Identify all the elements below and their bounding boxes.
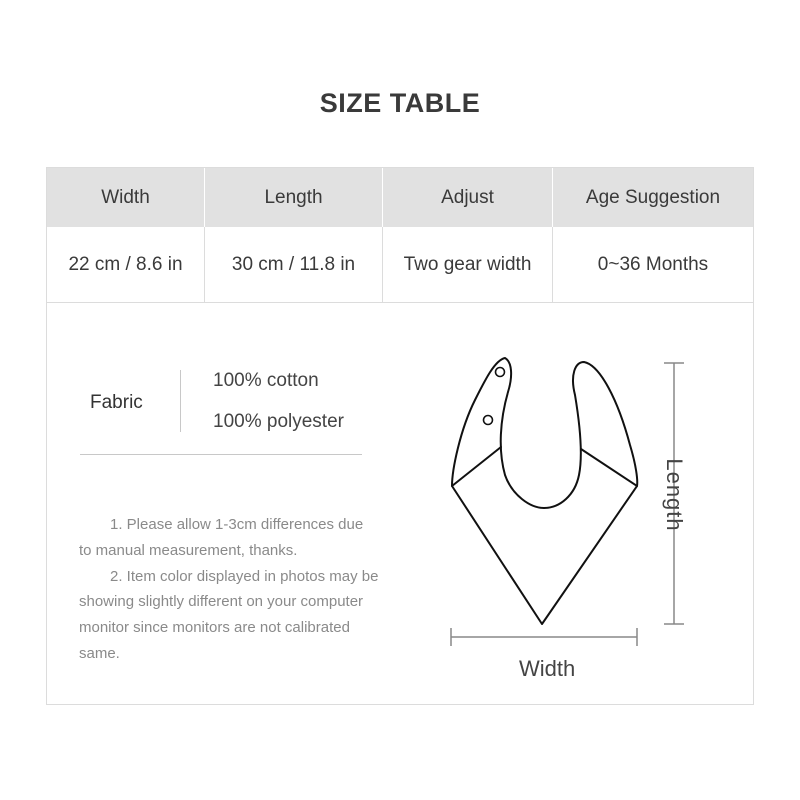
fabric-label: Fabric — [90, 392, 143, 413]
note-1: 1. Please allow 1-3cm differences due to manual measurement, thanks. — [79, 516, 364, 559]
header-age-suggestion: Age Suggestion — [585, 186, 721, 208]
header-adjust: Adjust — [383, 168, 553, 227]
page-title: SIZE TABLE — [319, 88, 481, 118]
table-row — [47, 227, 753, 303]
value-age-suggestion: 0~36 Months — [597, 253, 709, 275]
value-length: 30 cm / 11.8 in — [205, 227, 383, 302]
fabric-item-polyester: 100% polyester — [213, 411, 344, 432]
header-width: Width — [47, 168, 205, 227]
header-length: Length — [205, 168, 383, 227]
section-divider — [80, 454, 362, 455]
fabric-item-cotton: 100% cotton — [213, 370, 319, 391]
table-header-row — [47, 168, 753, 227]
length-dimension-label: Length — [662, 458, 687, 532]
value-width: 22 cm / 8.6 in — [47, 227, 205, 302]
notes-block — [79, 512, 379, 667]
value-adjust: Two gear width — [383, 227, 553, 302]
note-2: 2. Item color displayed in photos may be showing slightly different on your computer monitor since monitors are not calibrated same. — [79, 567, 379, 662]
width-dimension-label: Width — [519, 656, 576, 681]
fabric-divider — [180, 370, 181, 432]
